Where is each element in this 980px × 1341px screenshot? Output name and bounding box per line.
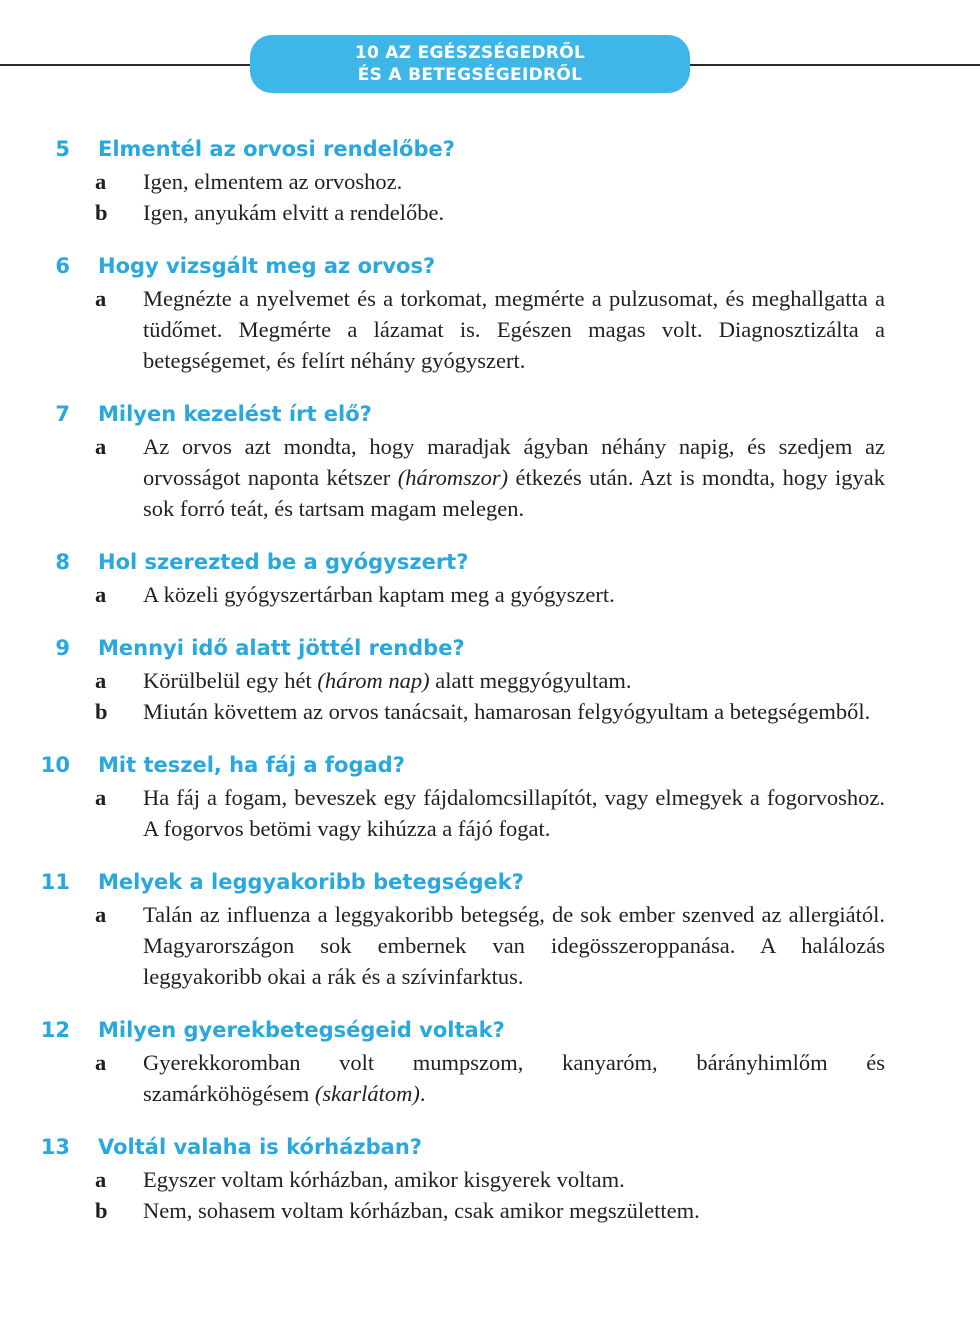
answer — [0, 283, 980, 376]
question-text: Hol szerezted be a gyógyszert? — [98, 550, 469, 574]
qa-block — [0, 397, 980, 524]
answer-text-segment: Miután követtem az orvos tanácsait, hamarosan felgyógyultam a betegségemből. — [143, 699, 871, 724]
answer-letter: a — [95, 582, 107, 607]
answer-alternative: (skarlátom) — [314, 1081, 420, 1106]
answer-text — [143, 1164, 885, 1195]
answer-text — [143, 1195, 885, 1226]
answer-text — [143, 665, 885, 696]
question-text: Hogy vizsgált meg az orvos? — [98, 254, 436, 278]
answer-alternative: (három nap) — [317, 668, 430, 693]
answer — [0, 696, 980, 727]
answer-text — [143, 899, 885, 992]
question-number: 8 — [55, 550, 70, 574]
answer-letter: a — [95, 1167, 107, 1192]
answer-text-segment: Talán az influenza a leggyakoribb betegség, de sok ember szenved az allergiától. Magyarországon sok embernek van idegösszeroppanása. A halálozás leggyakoribb okai a rák és a szívinfarktus. — [143, 902, 885, 989]
answer-text-segment: Igen, elmentem az orvoshoz. — [143, 169, 403, 194]
answer-letter: a — [95, 169, 107, 194]
answer-text-segment: alatt meggyógyultam. — [429, 668, 632, 693]
answer — [0, 899, 980, 992]
answer-text-segment: Igen, anyukám elvitt a rendelőbe. — [143, 200, 445, 225]
question-answer-list — [0, 132, 980, 1247]
answer — [0, 579, 980, 610]
answer-letter: b — [95, 699, 108, 724]
answer-letter: a — [95, 668, 107, 693]
qa-block — [0, 545, 980, 610]
answer-alternative: (háromszor) — [397, 465, 509, 490]
answer-letter: b — [95, 1198, 108, 1223]
answer-letter: a — [95, 434, 107, 459]
question-number: 7 — [55, 402, 70, 426]
question-text: Milyen gyerekbetegségeid voltak? — [98, 1018, 505, 1042]
answer-text — [143, 197, 885, 228]
question-number: 6 — [55, 254, 70, 278]
answer-text — [143, 696, 885, 727]
answer-letter: a — [95, 286, 107, 311]
question-number: 13 — [40, 1135, 70, 1159]
question — [0, 1013, 980, 1047]
answer — [0, 782, 980, 844]
answer-letter: a — [95, 902, 107, 927]
question — [0, 631, 980, 665]
answer-text-segment: A közeli gyógyszertárban kaptam meg a gyógyszert. — [143, 582, 615, 607]
answer-letter: a — [95, 1050, 107, 1075]
question — [0, 397, 980, 431]
question — [0, 132, 980, 166]
question-text: Milyen kezelést írt elő? — [98, 402, 372, 426]
qa-block — [0, 1013, 980, 1109]
question-number: 12 — [40, 1018, 70, 1042]
question-number: 9 — [55, 636, 70, 660]
answer-text — [143, 283, 885, 376]
chapter-title-line2: ÉS A BETEGSÉGEIDRŐL — [357, 65, 583, 85]
qa-block — [0, 631, 980, 727]
answer-text — [143, 782, 885, 844]
answer — [0, 431, 980, 524]
answer-text-segment: . — [419, 1081, 426, 1106]
answer-text-segment: Körülbelül egy hét — [143, 668, 318, 693]
qa-block — [0, 865, 980, 992]
answer-text-segment: Egyszer voltam kórházban, amikor kisgyerek voltam. — [143, 1167, 625, 1192]
question-text: Mennyi idő alatt jöttél rendbe? — [98, 636, 465, 660]
answer-text-segment: étkezés után. Azt is mondta, hogy igyak sok forró teát, és tartsam magam melegen. — [143, 465, 886, 521]
answer-text-segment: Megnézte a nyelvemet és a torkomat, megmérte a pulzusomat, és meghallgatta a tüdőmet. Megmérte a lázamat is. Egészen magas volt. Diagnosztizálta a betegségemet, és felírt néhány gyógyszert. — [143, 286, 885, 373]
question — [0, 249, 980, 283]
answer-text — [143, 431, 885, 524]
question — [0, 865, 980, 899]
answer-text — [143, 166, 885, 197]
question — [0, 545, 980, 579]
answer — [0, 166, 980, 197]
question-number: 10 — [40, 753, 70, 777]
question-text: Elmentél az orvosi rendelőbe? — [98, 137, 455, 161]
answer-text — [143, 1047, 885, 1109]
question-text: Melyek a leggyakoribb betegségek? — [98, 870, 524, 894]
answer-letter: a — [95, 785, 107, 810]
qa-block — [0, 748, 980, 844]
answer — [0, 665, 980, 696]
qa-block — [0, 132, 980, 228]
question-text: Mit teszel, ha fáj a fogad? — [98, 753, 405, 777]
answer — [0, 1164, 980, 1195]
answer-text-segment: Az orvos azt mondta, hogy maradjak ágyban néhány napig, és szedjem az orvosságot naponta kétszer — [143, 434, 885, 490]
question-number: 5 — [55, 137, 70, 161]
answer-text-segment: Nem, sohasem voltam kórházban, csak amikor megszülettem. — [143, 1198, 700, 1223]
answer-text-segment: Gyerekkoromban volt mumpszom, kanyaróm, bárányhimlőm és szamárköhögésem — [143, 1050, 885, 1106]
chapter-title-line1: 10 AZ EGÉSZSÉGEDRŐL — [354, 43, 586, 63]
answer-text-segment: Ha fáj a fogam, beveszek egy fájdalomcsillapítót, vagy elmegyek a fogorvoshoz. A fogorvos betömi vagy kihúzza a fájó fogat. — [143, 785, 885, 841]
chapter-title-tab — [250, 35, 690, 93]
question — [0, 748, 980, 782]
question-number: 11 — [40, 870, 70, 894]
answer — [0, 1195, 980, 1226]
question-text: Voltál valaha is kórházban? — [98, 1135, 422, 1159]
answer-letter: b — [95, 200, 108, 225]
answer — [0, 1047, 980, 1109]
question — [0, 1130, 980, 1164]
qa-block — [0, 1130, 980, 1226]
answer-text — [143, 579, 885, 610]
answer — [0, 197, 980, 228]
qa-block — [0, 249, 980, 376]
